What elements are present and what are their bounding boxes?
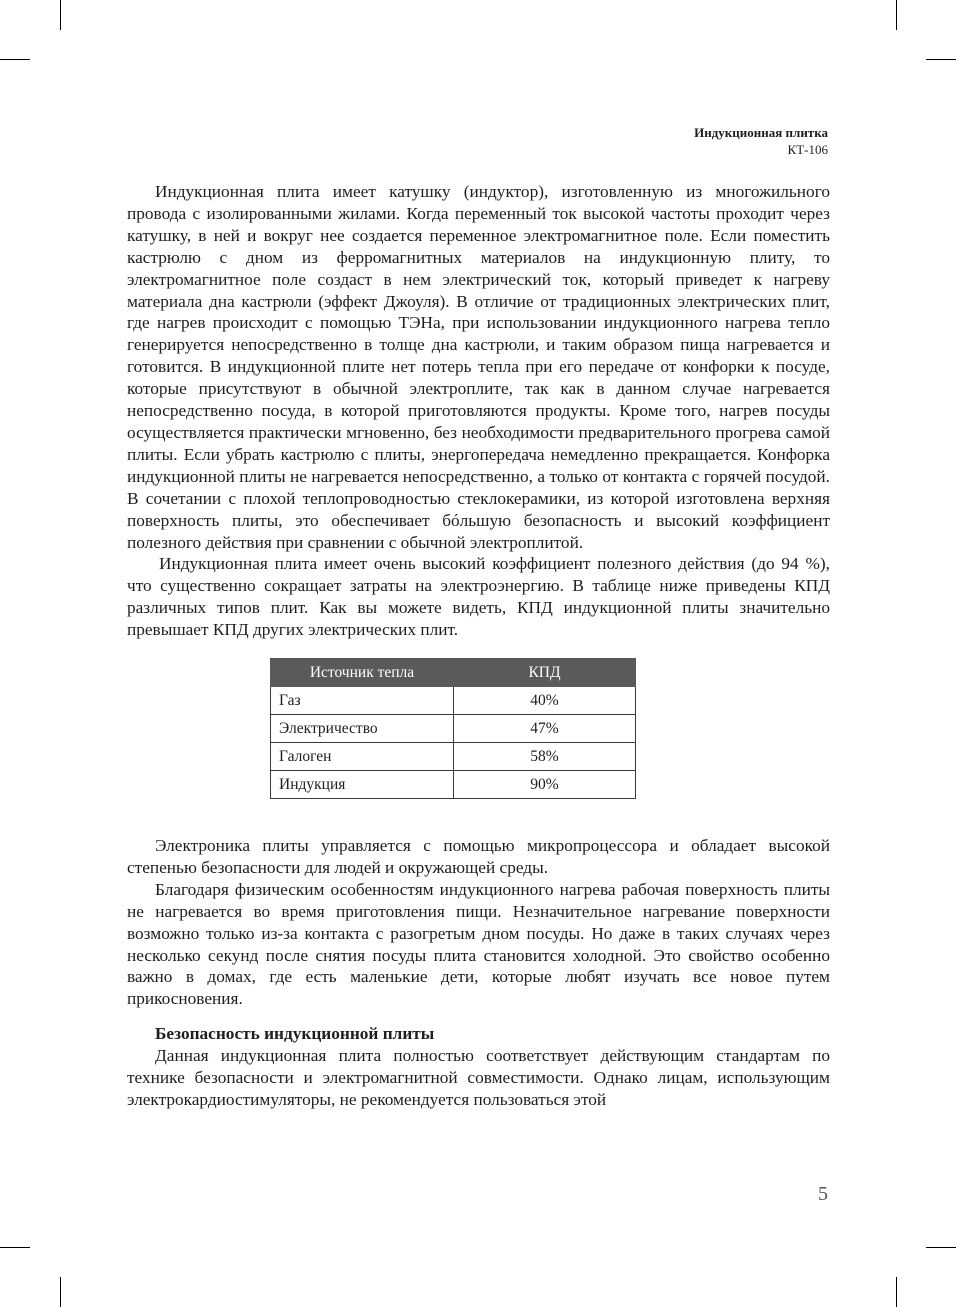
header-model: КТ-106 [787,142,828,157]
table-header-row [271,659,636,687]
efficiency-table-wrap [270,658,636,799]
crop-mark [896,0,897,30]
crop-mark [0,1247,30,1248]
crop-mark [896,1277,897,1307]
paragraph-induction-principle: Индукционная плита имеет катушку (индуктор), изготовленную из многожильного провода с изолированными жилами. Когда переменный ток высокой частоты проходит через катушку, в ней и вокруг нее создается переменное электромагнитное поле. Если поместить кастрюлю с дном из ферромагнитных материалов на индукционную плиту, то электромагнитное поле создаст в нем электрический ток, который приведет к нагреву материала дна кастрюли (эффект Джоуля). В отличие от традиционных электрических плит, где нагрев происходит с помощью ТЭНа, при использовании индукционного нагрева тепло генерируется непосредственно в толще дна кастрюли, и таким образом пища нагревается и готовится. В индукционной плите нет потерь тепла при его передаче от конфорки к посуде, которые присутствуют в обычной электроплите, так как в данном случае нагревается непосредственно посуда, в которой приготовляются продукты. Кроме того, нагрев посуды осуществляется практически мгновенно, без необходимости предварительного прогрева самой плиты. Если убрать кастрюлю с плиты, энергопередача немедленно прекращается. Конфорка индукционной плиты не нагревается непосредственно, а только от контакта с горячей посудой. В сочетании с плохой теплопроводностью стеклокерамики, из которой изготовлена верхняя поверхность плиты, это обеспечивает бóльшую безопасность и высокий коэффициент полезного действия при сравнении с обычной электроплитой. [127,182,830,552]
header-title: Индукционная плитка [694,125,828,140]
table-row [271,687,636,715]
crop-mark [60,0,61,30]
table-cell-source: Галоген [271,743,454,771]
crop-mark [60,1277,61,1307]
paragraph-efficiency: Индукционная плита имеет очень высокий коэффициент полезного действия (до 94 %), что существенно сокращает затраты на электроэнергию. В таблице ниже приведены КПД различных типов плит. Как вы можете видеть, КПД индукционной плиты значительно превышает КПД других электрических плит. [127,554,830,640]
spacer [127,799,830,835]
efficiency-table [270,658,636,799]
table-cell-efficiency: 47% [454,715,636,743]
page-body [127,181,830,1111]
table-cell-source: Электричество [271,715,454,743]
paragraph-surface-safety: Благодаря физическим особенностям индукционного нагрева рабочая поверхность плиты не нагревается во время приготовления пищи. Незначительное нагревание поверхности возможно только из-за контакта с разогретым дном посуды. Но даже в таких случаях через несколько секунд после снятия посуды плита становится холодной. Это свойство особенно важно в домах, где есть маленькие дети, которые любят изучать все новое путем прикосновения. [127,879,830,1009]
table-cell-efficiency: 40% [454,687,636,715]
crop-mark [0,59,30,60]
table-cell-efficiency: 90% [454,771,636,799]
table-cell-efficiency: 58% [454,743,636,771]
column-header-source: Источник тепла [271,659,454,687]
table-row [271,715,636,743]
paragraph-standards: Данная индукционная плита полностью соответствует действующим стандартам по технике безопасности и электромагнитной совместимости. Однако лицам, использующим электрокардиостимуляторы, не рекомендуется пользоваться этой [127,1046,830,1109]
running-header [694,124,828,158]
paragraph-electronics: Электроника плиты управляется с помощью микропроцессора и обладает высокой степенью безопасности для людей и окружающей среды. [127,836,830,877]
table-cell-source: Газ [271,687,454,715]
column-header-efficiency: КПД [454,659,636,687]
table-row [271,771,636,799]
table-cell-source: Индукция [271,771,454,799]
crop-mark [926,59,956,60]
table-row [271,743,636,771]
crop-mark [926,1247,956,1248]
section-heading-safety: Безопасность индукционной плиты [155,1024,435,1044]
page-number: 5 [818,1183,828,1205]
